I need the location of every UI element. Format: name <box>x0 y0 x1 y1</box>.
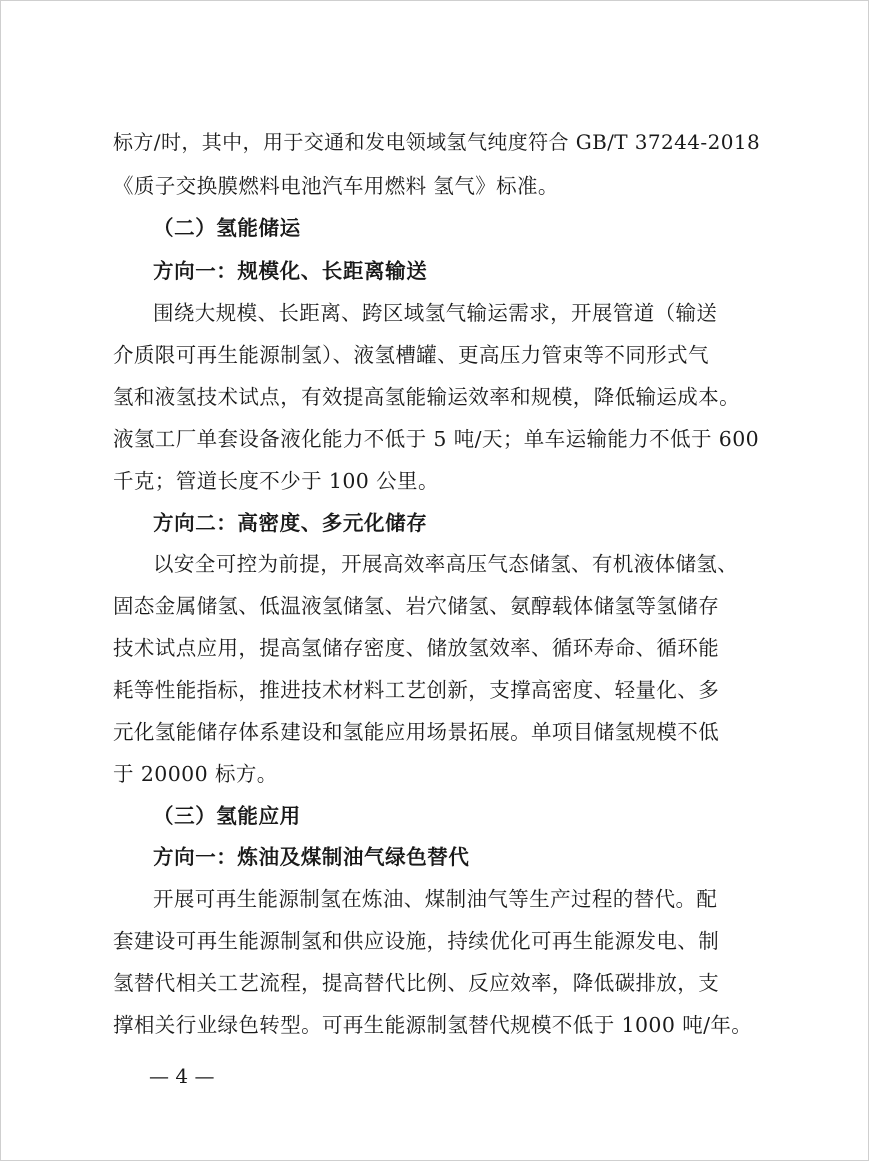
section-heading: （二）氢能储运 <box>153 216 301 240</box>
body-text-line: 元化氢能储存体系建设和氢能应用场景拓展。单项目储氢规模不低 <box>113 720 720 744</box>
body-text-line: 围绕大规模、长距离、跨区域氢气输运需求，开展管道（输送 <box>153 301 718 325</box>
body-text-line: 撑相关行业绿色转型。可再生能源制氢替代规模不低于 1000 吨/年。 <box>113 1013 753 1037</box>
subsection-heading: 方向一：炼油及煤制油气绿色替代 <box>153 845 470 869</box>
body-text-line: 介质限可再生能源制氢）、液氢槽罐、更高压力管束等不同形式气 <box>113 343 709 367</box>
subsection-heading: 方向二：高密度、多元化储存 <box>153 511 428 535</box>
body-text-line: 液氢工厂单套设备液化能力不低于 5 吨/天；单车运输能力不低于 600 <box>113 427 760 451</box>
body-text-line: 于 20000 标方。 <box>113 762 278 786</box>
body-text-line: 以安全可控为前提，开展高效率高压气态储氢、有机液体储氢、 <box>153 552 739 576</box>
body-text-line: 氢和液氢技术试点，有效提高氢能输运效率和规模，降低输运成本。 <box>113 385 740 409</box>
section-heading: （三）氢能应用 <box>153 804 301 828</box>
body-text-line: 技术试点应用，提高氢储存密度、储放氢效率、循环寿命、循环能 <box>113 636 720 660</box>
body-text-line: 氢替代相关工艺流程，提高替代比例、反应效率，降低碳排放，支 <box>113 971 720 995</box>
body-text-line: 《质子交换膜燃料电池汽车用燃料 氢气》标准。 <box>113 174 559 198</box>
subsection-heading: 方向一：规模化、长距离输送 <box>153 259 428 283</box>
body-text-line: 千克；管道长度不少于 100 公里。 <box>113 469 439 493</box>
body-text-line: 固态金属储氢、低温液氢储氢、岩穴储氢、氨醇载体储氢等氢储存 <box>113 594 720 618</box>
body-text-line: 标方/时，其中，用于交通和发电领域氢气纯度符合 GB/T 37244-2018 <box>113 130 761 154</box>
body-text-line: 开展可再生能源制氢在炼油、煤制油气等生产过程的替代。配 <box>153 887 718 911</box>
body-text-line: 耗等性能指标，推进技术材料工艺创新，支撑高密度、轻量化、多 <box>113 678 720 702</box>
page-number: — 4 — <box>149 1064 215 1088</box>
body-text-line: 套建设可再生能源制氢和供应设施，持续优化可再生能源发电、制 <box>113 929 720 953</box>
